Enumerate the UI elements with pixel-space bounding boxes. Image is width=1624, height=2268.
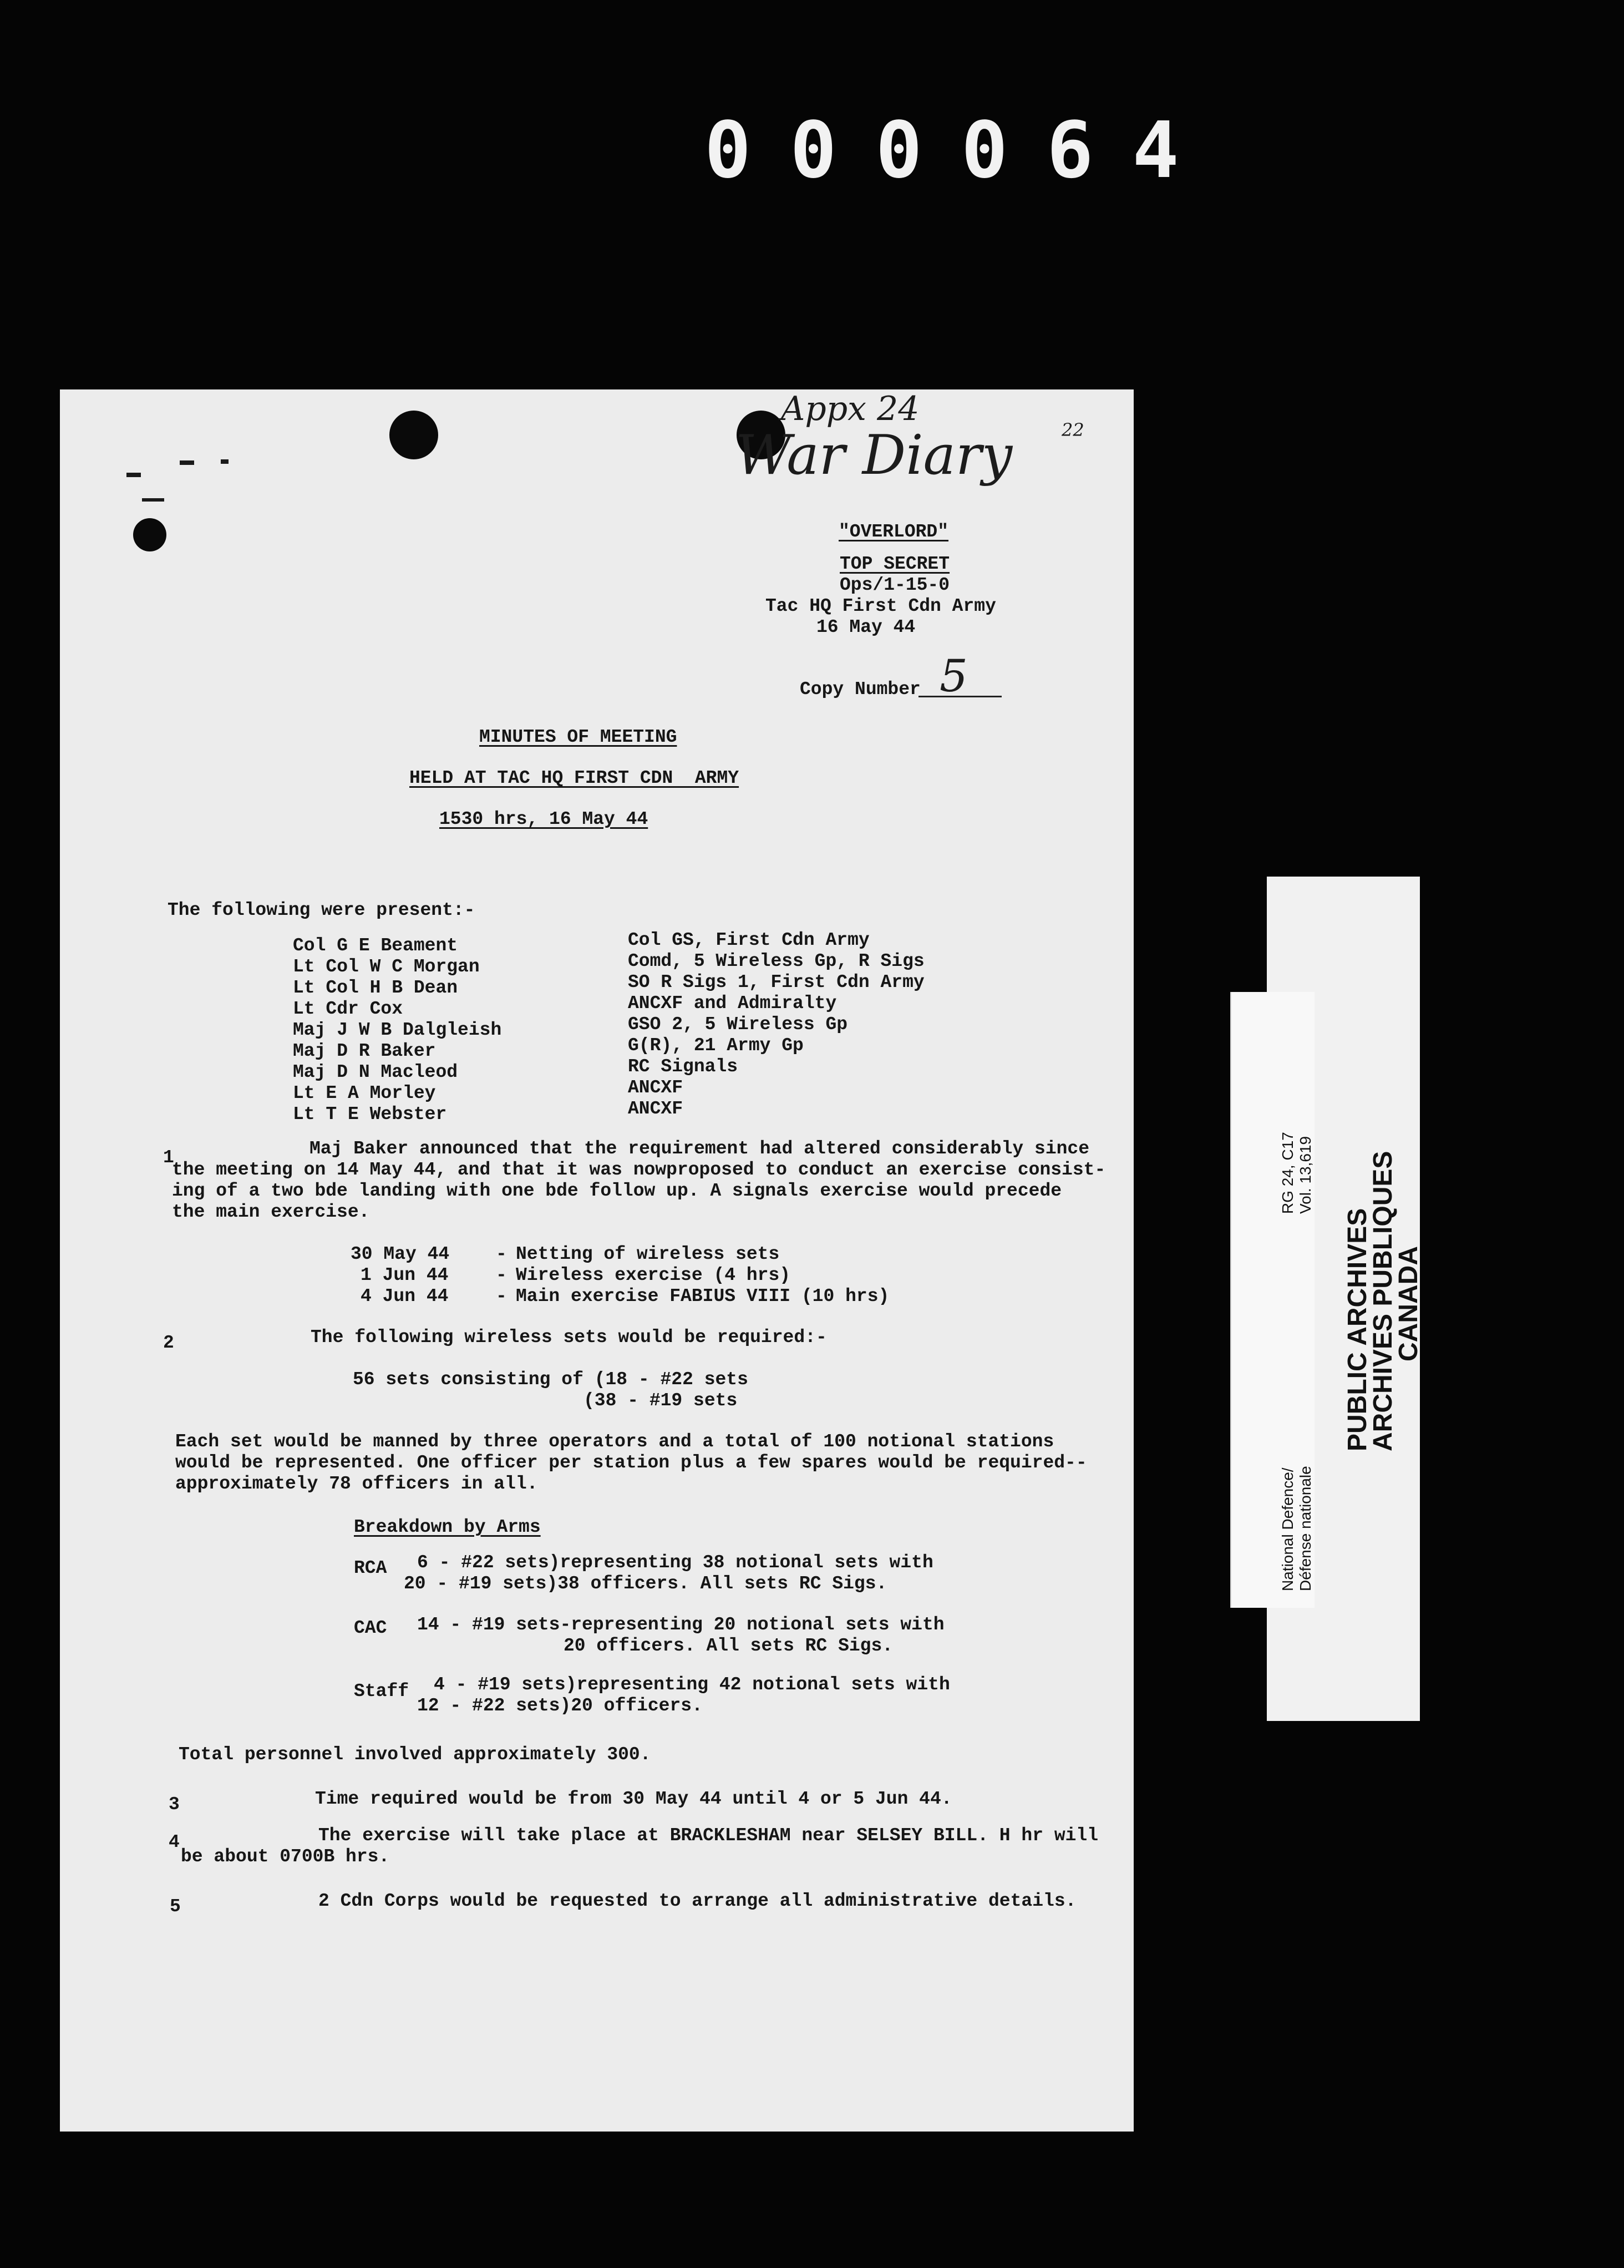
breakdown-line: 6 - #22 sets)representing 38 notional sets with	[417, 1552, 933, 1573]
handwritten-appx: Appx 24	[781, 389, 920, 428]
archive-dept-1: National Defence/	[1279, 1467, 1296, 1591]
attendee-name: Col G E Beament	[293, 935, 458, 956]
archive-name-2: ARCHIVES PUBLIQUES	[1368, 1151, 1398, 1451]
handwritten-war-diary: War Diary	[735, 424, 1013, 487]
issuing-hq: Tac HQ First Cdn Army	[765, 596, 996, 616]
archive-ref-1: RG 24, C17	[1279, 1132, 1296, 1214]
breakdown-line: 20 - #19 sets)38 officers. All sets RC Sigs.	[404, 1573, 887, 1594]
attendee-role: ANCXF	[628, 1077, 683, 1098]
para4-line: The exercise will take place at BRACKLESHAM near SELSEY BILL. H hr will	[318, 1825, 1099, 1846]
manning-line: would be represented. One officer per station plus a few spares would be required--	[175, 1452, 1087, 1473]
margin-mark	[126, 473, 141, 477]
total-personnel: Total personnel involved approximately 300.	[179, 1744, 651, 1765]
punch-hole	[133, 518, 166, 551]
breakdown-arm: CAC	[354, 1618, 387, 1638]
schedule-sep: -	[496, 1265, 507, 1285]
title-line-2: HELD AT TAC HQ FIRST CDN ARMY	[409, 768, 739, 788]
paragraph-number: 1	[163, 1147, 174, 1168]
schedule-date: 4 Jun 44	[361, 1286, 449, 1307]
attendee-role: ANCXF	[628, 1098, 683, 1119]
sets-line-1: 56 sets consisting of (18 - #22 sets	[353, 1369, 748, 1390]
breakdown-line: 20 officers. All sets RC Sigs.	[564, 1636, 894, 1656]
attendee-name: Lt T E Webster	[293, 1104, 447, 1125]
breakdown-heading: Breakdown by Arms	[354, 1517, 541, 1537]
margin-mark	[221, 459, 229, 464]
manning-line: Each set would be manned by three operators and a total of 100 notional stations	[175, 1431, 1054, 1452]
present-intro: The following were present:-	[168, 900, 475, 920]
para4-line: be about 0700B hrs.	[181, 1846, 390, 1867]
breakdown-line: 14 - #19 sets-representing 20 notional sets with	[417, 1614, 945, 1635]
attendee-name: Maj D R Baker	[293, 1041, 436, 1061]
attendee-name: Lt Col H B Dean	[293, 978, 458, 998]
document-page	[60, 389, 1134, 2132]
frame-number: 000064	[704, 105, 1218, 196]
para3-text: Time required would be from 30 May 44 until 4 or 5 Jun 44.	[315, 1789, 952, 1809]
attendee-role: ANCXF and Admiralty	[628, 993, 837, 1014]
paragraph-number: 4	[169, 1832, 180, 1852]
para1-line: Maj Baker announced that the requirement had altered considerably since	[309, 1138, 1090, 1159]
classification: TOP SECRET	[840, 554, 950, 574]
paragraph-number: 3	[169, 1794, 180, 1815]
attendee-name: Maj J W B Dalgleish	[293, 1020, 502, 1040]
archive-name-3: CANADA	[1394, 1246, 1423, 1361]
para5-text: 2 Cdn Corps would be requested to arrange all administrative details.	[318, 1891, 1077, 1911]
attendee-name: Maj D N Macleod	[293, 1062, 458, 1082]
schedule-event: Main exercise FABIUS VIII (10 hrs)	[516, 1286, 890, 1307]
attendee-role: G(R), 21 Army Gp	[628, 1035, 804, 1056]
copy-number-label: Copy Number	[800, 679, 921, 700]
schedule-sep: -	[496, 1286, 507, 1307]
attendee-name: Lt Cdr Cox	[293, 999, 403, 1019]
file-reference: Ops/1-15-0	[840, 575, 950, 595]
archive-name-1: PUBLIC ARCHIVES	[1343, 1208, 1372, 1451]
handwritten-corner: 22	[1062, 419, 1084, 441]
attendee-name: Lt E A Morley	[293, 1083, 436, 1103]
para1-line: the main exercise.	[172, 1202, 370, 1222]
attendee-role: GSO 2, 5 Wireless Gp	[628, 1014, 848, 1035]
copy-number-value: 5	[940, 650, 968, 702]
para1-line: ing of a two bde landing with one bde follow up. A signals exercise would precede	[172, 1181, 1062, 1201]
archive-ref-2: Vol. 13,619	[1297, 1136, 1314, 1214]
sets-line-2: (38 - #19 sets	[583, 1390, 738, 1411]
margin-mark	[142, 498, 164, 502]
schedule-date: 30 May 44	[351, 1244, 450, 1264]
attendee-role: Comd, 5 Wireless Gp, R Sigs	[628, 951, 925, 971]
manning-line: approximately 78 officers in all.	[175, 1474, 538, 1494]
title-line-1: MINUTES OF MEETING	[479, 727, 677, 747]
para2-intro: The following wireless sets would be required:-	[311, 1327, 827, 1348]
margin-mark	[180, 460, 194, 465]
archive-dept-2: Défense nationale	[1297, 1466, 1314, 1591]
attendee-role: Col GS, First Cdn Army	[628, 930, 870, 950]
schedule-sep: -	[496, 1244, 507, 1264]
para1-line: the meeting on 14 May 44, and that it was nowproposed to conduct an exercise consist-	[172, 1160, 1106, 1180]
schedule-event: Netting of wireless sets	[516, 1244, 780, 1264]
schedule-date: 1 Jun 44	[361, 1265, 449, 1285]
title-line-3: 1530 hrs, 16 May 44	[439, 809, 648, 829]
codeword: "OVERLORD"	[839, 522, 949, 542]
attendee-name: Lt Col W C Morgan	[293, 956, 480, 977]
attendee-role: SO R Sigs 1, First Cdn Army	[628, 972, 925, 993]
breakdown-arm: RCA	[354, 1558, 387, 1578]
header-date: 16 May 44	[816, 617, 916, 637]
breakdown-line: 12 - #22 sets)20 officers.	[417, 1695, 703, 1716]
schedule-event: Wireless exercise (4 hrs)	[516, 1265, 791, 1285]
breakdown-line: 4 - #19 sets)representing 42 notional sets with	[434, 1674, 950, 1695]
punch-hole	[389, 411, 438, 459]
paragraph-number: 2	[163, 1333, 174, 1353]
paragraph-number: 5	[170, 1896, 181, 1917]
attendee-role: RC Signals	[628, 1056, 738, 1077]
breakdown-arm: Staff	[354, 1681, 409, 1702]
